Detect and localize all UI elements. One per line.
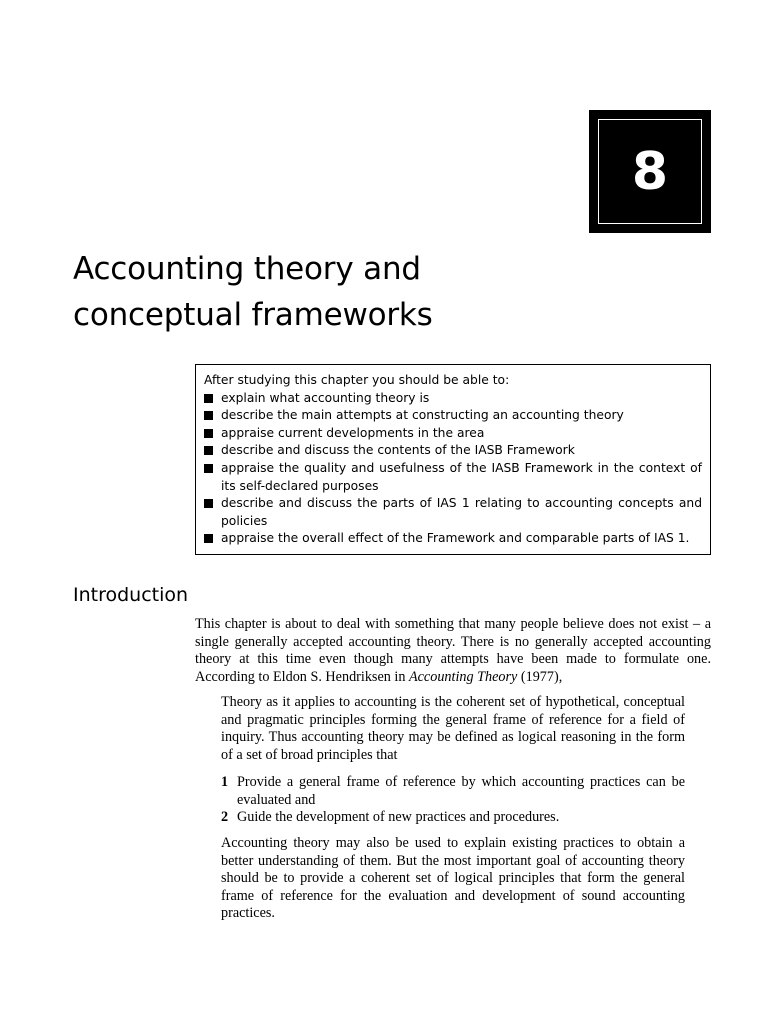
item-text: Guide the development of new practices and procedures. — [237, 809, 560, 825]
quotation-paragraph: Theory as it applies to accounting is the coherent set of hypothetical, conceptual and pragmatic principles forming the general frame of reference for a field of inquiry. Thus accounting theory may be defined as logical reasoning in the form of a set of broad principles that — [221, 694, 685, 763]
numbered-item — [221, 809, 685, 827]
square-bullet-icon — [204, 411, 213, 420]
numbered-list — [221, 774, 685, 827]
learning-objectives-box — [195, 364, 711, 555]
square-bullet-icon — [204, 464, 213, 473]
objective-text: explain what accounting theory is — [221, 390, 430, 405]
chapter-number: 8 — [631, 141, 669, 202]
section-heading: Introduction — [73, 584, 189, 606]
objective-text: describe the main attempts at constructing an accounting theory — [221, 408, 624, 423]
intro-text: This chapter is about to deal with something that many people believe does not exist – a single generally accepted accounting theory. There is no generally accepted accounting theory at this time even though many attempts have been made to formulate one. According to Eldon S. Hendriksen in — [195, 616, 711, 685]
objectives-intro: After studying this chapter you should be able to: — [204, 373, 510, 387]
square-bullet-icon — [204, 446, 213, 455]
intro-text-end: (1977), — [517, 668, 563, 685]
objective-text: describe and discuss the parts of IAS 1 relating to accounting concepts and policies — [221, 496, 702, 528]
chapter-title-line-1: Accounting theory and — [73, 251, 421, 287]
chapter-number-frame — [598, 119, 702, 224]
numbered-item — [221, 774, 685, 809]
objective-item — [204, 495, 702, 530]
objective-item — [204, 442, 702, 460]
objective-item — [204, 530, 702, 548]
objective-item — [204, 460, 702, 495]
square-bullet-icon — [204, 499, 213, 508]
objective-text: describe and discuss the contents of the IASB Framework — [221, 443, 575, 458]
objective-item — [204, 425, 702, 443]
item-number: 1 — [221, 774, 229, 790]
item-text: Provide a general frame of reference by which accounting practices can be evaluated and — [237, 774, 685, 808]
chapter-title-line-2: conceptual frameworks — [73, 297, 433, 333]
objectives-list — [204, 390, 702, 548]
objective-text: appraise the overall effect of the Framework and comparable parts of IAS 1. — [221, 531, 690, 546]
item-number: 2 — [221, 809, 229, 825]
closing-paragraph: Accounting theory may also be used to explain existing practices to obtain a better understanding of them. But the most important goal of accounting theory should be to provide a coherent set of logical principles that form the general frame of reference for the evaluation and development of sound accounting practices. — [221, 835, 685, 921]
chapter-number-badge — [589, 110, 711, 233]
square-bullet-icon — [204, 429, 213, 438]
objective-item — [204, 390, 702, 408]
square-bullet-icon — [204, 534, 213, 543]
intro-paragraph — [195, 616, 711, 686]
objective-text: appraise current developments in the area — [221, 425, 485, 440]
chapter-title — [73, 246, 433, 338]
square-bullet-icon — [204, 394, 213, 403]
objective-item — [204, 407, 702, 425]
objective-text: appraise the quality and usefulness of the IASB Framework in the context of its self-declared purposes — [221, 460, 702, 493]
book-title: Accounting Theory — [408, 668, 518, 685]
